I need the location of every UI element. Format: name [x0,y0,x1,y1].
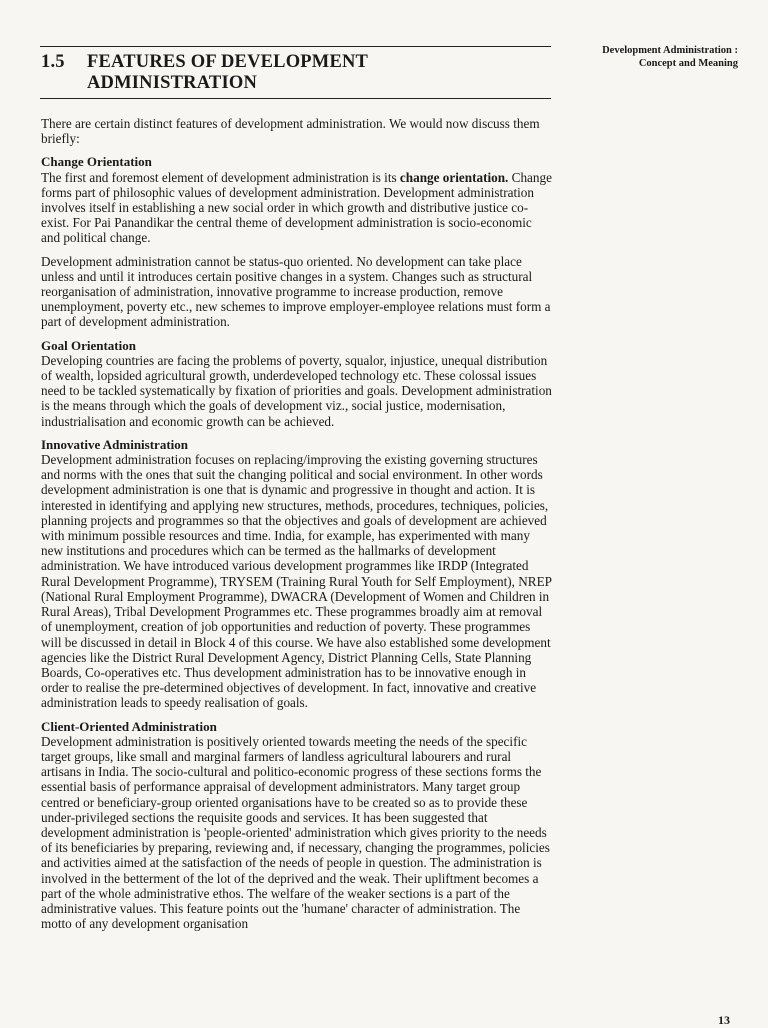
change-orientation-p1-end: Change forms part of philosophic values of development administration. Development administration involves itself in establishing a new social order in which growth and distributive justice co-exist. For Pai Panandikar the central theme of development administration is socio-economic and political change. [41,169,552,246]
header-rule-top [40,46,551,47]
running-head-line1: Development Administration : [602,45,738,56]
section-title-line2: ADMINISTRATION [87,73,258,93]
goal-orientation-paragraph: Developing countries are facing the problems of poverty, squalor, injustice, unequal distribution of wealth, lopsided agricultural growth, underdeveloped technology etc. These colossal issues need to be tackled systematically by fixation of priorities and goals. Development administration is the means through which the goals of development viz., social justice, modernisation, industrialisation and economic growth can be achieved. [41,352,552,429]
change-orientation-p1-bold: change orientation. [399,169,509,185]
client-oriented-administration-paragraph: Development administration is positively oriented towards meeting the needs of the specific target groups, like small and marginal farmers of landless agricultural labourers and rural artisans in India. The socio-cultural and politico-economic progress of these sections forms the essential basis of performance appraisal of development administrators. Many target group centred or beneficiary-group oriented organisations have to be created so as to provide these under-privileged sections the requisite goods and services. It has been suggested that development administration is 'people-oriented' administration which gives priority to the needs of its beneficiaries by preparing, reviewing and, if necessary, changing the programmes, policies and activities aimed at the satisfaction of the needs of people in question. The administration is involved in the betterment of the lot of the deprived and the weak. Their upliftment becomes a part of the whole administrative ethos. The welfare of the weaker sections is a part of the administrative values. This feature points out the 'humane' character of administration. The motto of any development organisation [41,733,550,932]
section-title-line1: FEATURES OF DEVELOPMENT [87,52,369,72]
intro-paragraph: There are certain distinct features of development administration. We would now discuss them briefly: [41,116,540,147]
header-rule-bottom [40,98,551,99]
body-text [41,116,553,939]
page-number: 13 [718,1013,730,1027]
running-head [578,44,738,70]
heading-goal-orientation: Goal Orientation [41,337,136,353]
change-orientation-paragraph-2: Development administration cannot be status-quo oriented. No development can take place unless and until it introduces certain positive changes in a system. Changes such as structural reorganisation of administration, innovative programme to increase production, remove unemployment, poverty etc., new schemes to improve employer-employee relations must form a part of development administration. [41,253,551,330]
heading-change-orientation: Change Orientation [41,154,152,170]
running-head-line2: Concept and Meaning [638,58,738,69]
change-orientation-p1-start: The first and foremost element of development administration is its [41,169,400,185]
section-title [41,52,541,94]
heading-innovative-administration: Innovative Administration [41,436,188,452]
heading-client-oriented-administration: Client-Oriented Administration [41,718,217,734]
innovative-administration-paragraph: Development administration focuses on replacing/improving the existing governing structures and norms with the ones that suit the changing political and social environment. In other words development administration is one that is dynamic and progressive in thought and action. It is interested in identifying and applying new structures, methods, procedures, techniques, policies, planning projects and programmes so that the objectives and goals of development are achieved with minimum possible resources and time. India, for example, has experimented with many new institutions and procedures which can be termed as the hallmarks of development administration. We have introduced various development programmes like IRDP (Integrated Rural Development Programme), TRYSEM (Training Rural Youth for Self Employment), NREP (National Rural Employment Programme), DWACRA (Development of Women and Children in Rural Areas), Tribal Development Programmes etc. These programmes broadly aim at removal of unemployment, creation of job opportunities and reduction of poverty. These programmes will be discussed in detail in Block 4 of this course. We have also established some development agencies like the District Rural Development Agency, District Planning Cells, State Planning Boards, Co-operatives etc. Thus development administration has to be innovative enough in order to realise the pre-determined objectives of development. In fact, innovative and creative administration leads to speedy realisation of goals. [41,452,552,711]
section-number: 1.5 [41,52,65,72]
change-orientation-paragraph-1 [41,170,553,246]
